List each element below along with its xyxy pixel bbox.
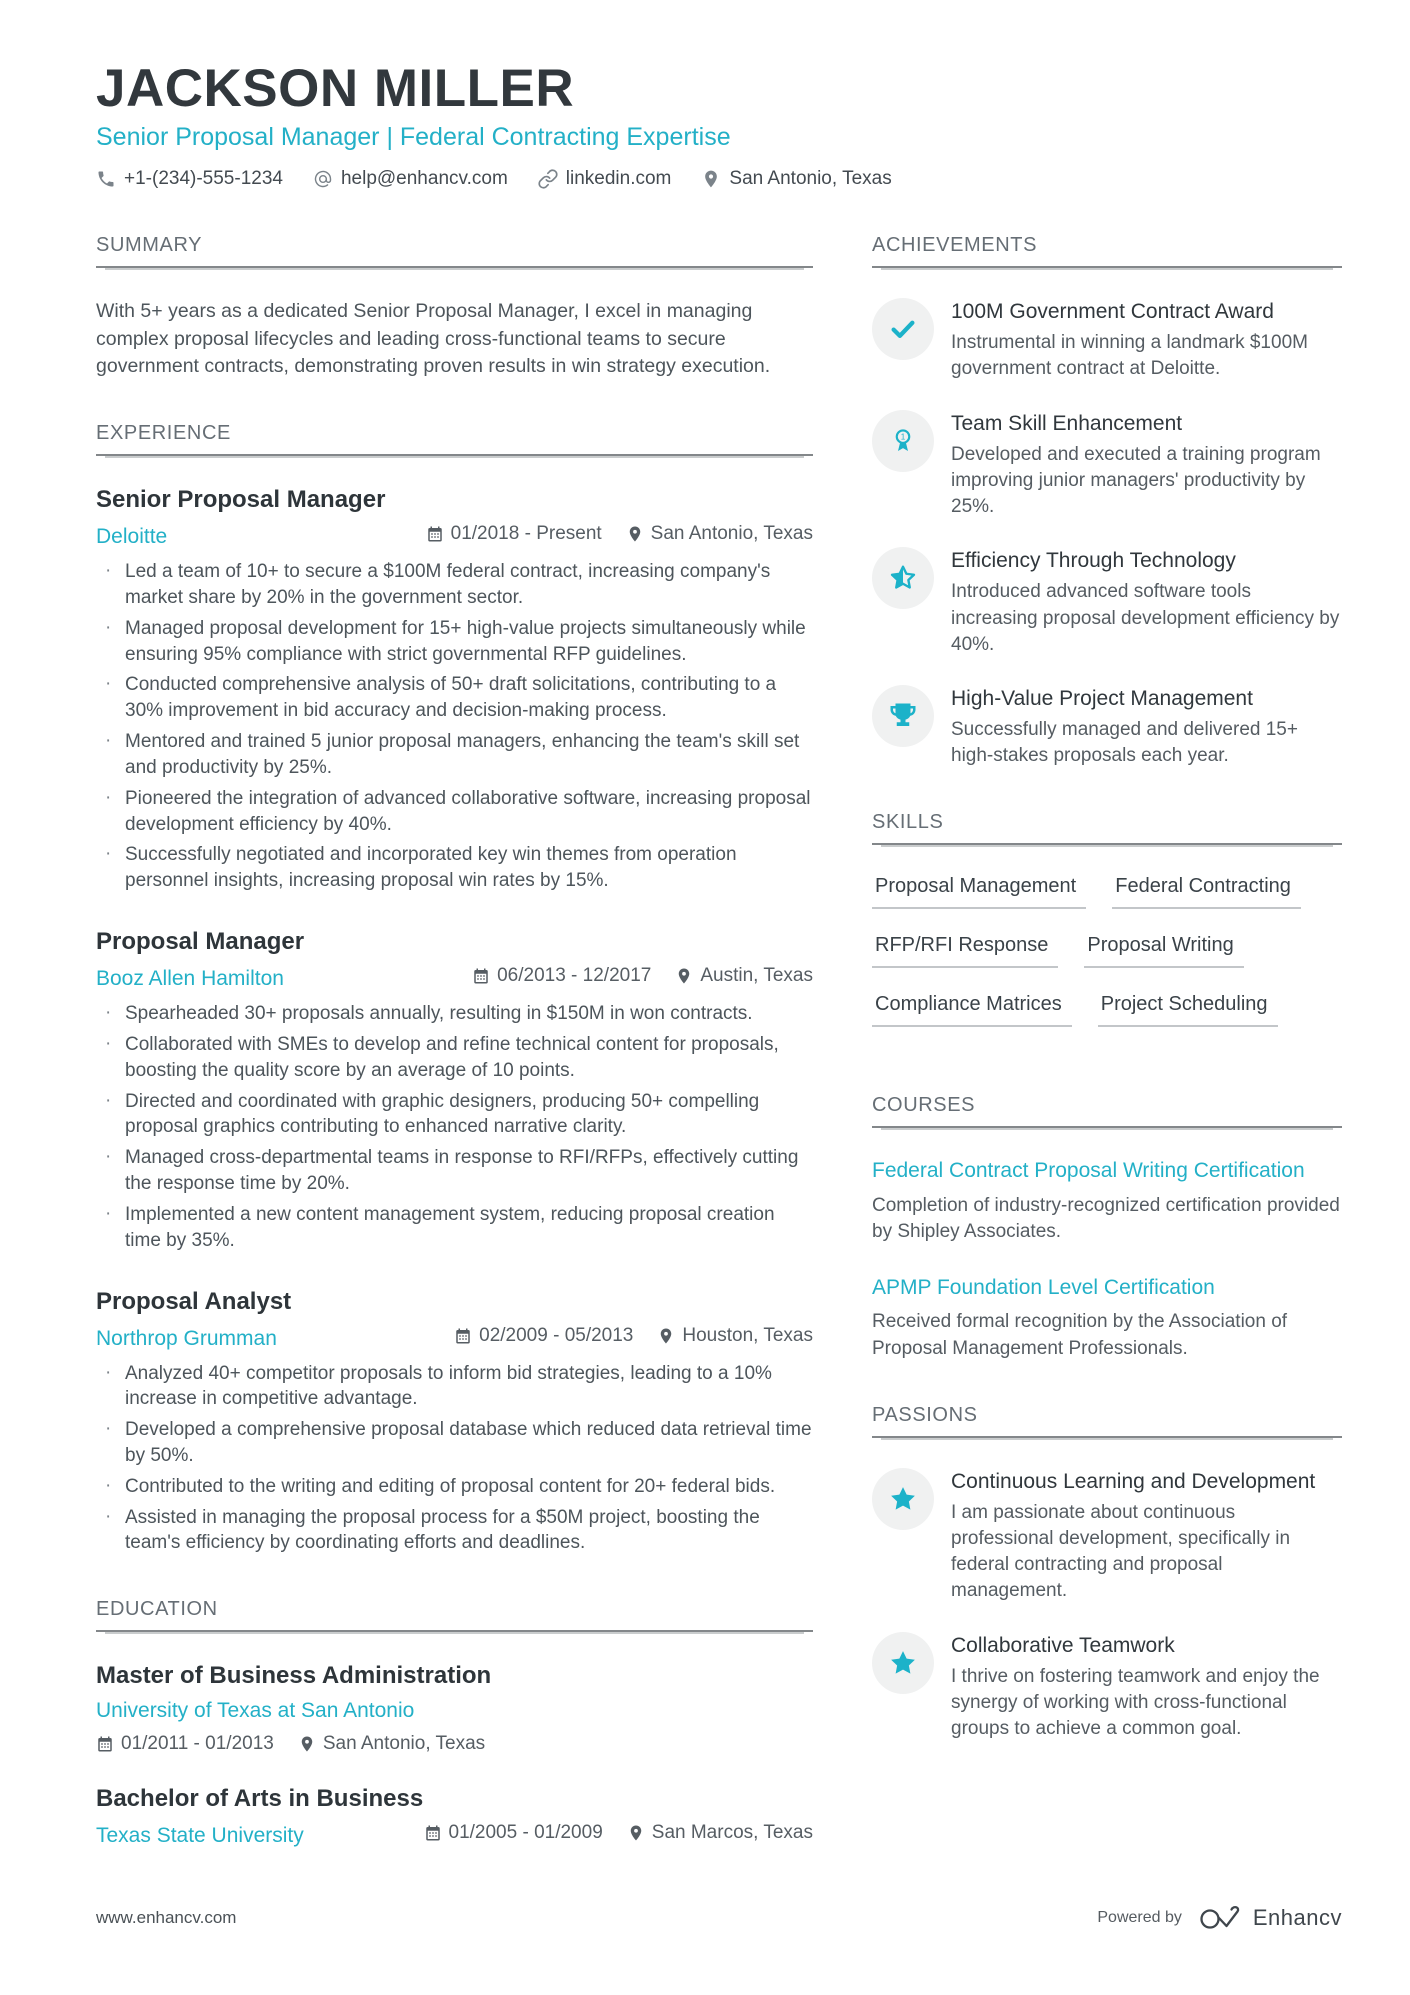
achievement-text: I am passionate about continuous professional development, specifically in federal contracting and proposal management. (951, 1501, 1291, 1602)
contact-label: San Antonio, Texas (729, 168, 892, 190)
degree-entry (96, 1662, 813, 1755)
job-bullets (96, 1001, 813, 1253)
skill-item[interactable]: Proposal Writing (1084, 934, 1243, 968)
contact-item[interactable] (96, 168, 283, 190)
course-text: Completion of industry-recognized certification provided by Shipley Associates. (872, 1194, 1340, 1242)
degree-location: San Antonio, Texas (298, 1733, 485, 1755)
job-bullet: · Implemented a new content management system, reducing proposal creation time by 35%. (96, 1202, 813, 1254)
education-heading: EDUCATION (96, 1598, 813, 1632)
job-dates: 01/2018 - Present (426, 523, 602, 545)
location-icon (675, 967, 693, 985)
job-dates: 06/2013 - 12/2017 (472, 965, 651, 987)
summary-text: With 5+ years as a dedicated Senior Proposal Manager, I excel in managing complex proposal lifecycles and leading cross-functional teams to secure government contracts, demonstrating proven results in win strategy execution. (96, 300, 771, 377)
enhancv-logo[interactable] (1198, 1903, 1342, 1933)
job-bullet: · Conducted comprehensive analysis of 50+ draft solicitations, contributing to a 30% improvement in bid accuracy and decision-making process. (96, 672, 813, 724)
passion-list (872, 1468, 1342, 1743)
achievement-item (872, 685, 1342, 769)
summary-heading: SUMMARY (96, 234, 813, 268)
job-bullet: · Assisted in managing the proposal process for a $50M project, boosting the team's efficiency by coordinating efforts and deadlines. (96, 1505, 813, 1557)
page-footer (96, 1903, 1342, 1933)
degree-entry (96, 1785, 813, 1848)
job-bullet: · Led a team of 10+ to secure a $100M federal contract, increasing company's market share by 20% in the government sector. (96, 559, 813, 611)
job-bullets (96, 1361, 813, 1557)
courses-heading: COURSES (872, 1094, 1342, 1128)
skill-item[interactable]: Proposal Management (872, 875, 1086, 909)
job-meta (454, 1325, 813, 1347)
skill-item[interactable]: Federal Contracting (1112, 875, 1301, 909)
job-entry (96, 486, 813, 894)
job-entry (96, 928, 813, 1253)
courses-section (872, 1094, 1342, 1361)
job-bullet: · Developed a comprehensive proposal database which reduced data retrieval time by 50%. (96, 1417, 813, 1469)
job-bullet: · Managed cross-departmental teams in response to RFI/RFPs, effectively cutting the response time by 20%. (96, 1145, 813, 1197)
two-column-body (96, 234, 1342, 1890)
degree-title: Bachelor of Arts in Business (96, 1785, 424, 1813)
job-title: Senior Proposal Manager (96, 486, 386, 514)
achievements-section (872, 234, 1342, 769)
achievements-heading: ACHIEVEMENTS (872, 234, 1342, 268)
achievement-title: High-Value Project Management (951, 686, 1253, 710)
achievement-text: I thrive on fostering teamwork and enjoy the synergy of working with cross-functional groups to achieve a common goal. (951, 1665, 1320, 1740)
star-icon (872, 1468, 934, 1530)
job-list (96, 486, 813, 1556)
star-outline-icon (872, 547, 934, 609)
contact-row (96, 168, 1342, 190)
footer-branding (1097, 1903, 1342, 1933)
job-location: Austin, Texas (675, 965, 813, 987)
achievement-item (872, 298, 1342, 382)
degree-list (96, 1662, 813, 1848)
job-dates: 02/2009 - 05/2013 (454, 1325, 633, 1347)
degree-meta (424, 1822, 813, 1844)
job-title: Proposal Manager (96, 928, 305, 956)
resume-header (96, 60, 1342, 190)
job-bullet: · Mentored and trained 5 junior proposal managers, enhancing the team's skill set and productivity by 25%. (96, 729, 813, 781)
passions-section (872, 1404, 1342, 1743)
degree-dates: 01/2011 - 01/2013 (96, 1733, 274, 1755)
contact-item[interactable] (701, 168, 891, 190)
experience-section (96, 422, 813, 1556)
education-section (96, 1598, 813, 1848)
achievement-text: Successfully managed and delivered 15+ high-stakes proposals each year. (951, 718, 1298, 767)
contact-item[interactable] (538, 168, 672, 190)
school-name[interactable]: Texas State University (96, 1824, 304, 1848)
calendar-icon (424, 1824, 442, 1842)
job-bullet: · Directed and coordinated with graphic designers, producing 50+ compelling proposal graphics contributing to enhanced narrative clarity. (96, 1089, 813, 1141)
achievement-item (872, 410, 1342, 521)
job-meta (426, 523, 813, 545)
school-name[interactable]: University of Texas at San Antonio (96, 1699, 415, 1723)
job-bullet: · Analyzed 40+ competitor proposals to inform bid strategies, leading to a 10% increase in competitive advantage. (96, 1361, 813, 1413)
email-icon (313, 169, 333, 189)
job-meta (472, 965, 813, 987)
calendar-icon (426, 525, 444, 543)
achievement-text: Instrumental in winning a landmark $100M government contract at Deloitte. (951, 332, 1308, 380)
location-icon (298, 1735, 316, 1753)
job-location: San Antonio, Texas (626, 523, 813, 545)
link-icon (538, 169, 558, 189)
left-column (96, 234, 813, 1890)
achievement-item (872, 547, 1342, 658)
achievement-title: Collaborative Teamwork (951, 1633, 1175, 1657)
contact-label: linkedin.com (565, 168, 672, 190)
summary-section (96, 234, 813, 380)
contact-item[interactable] (313, 168, 508, 190)
company-name[interactable]: Deloitte (96, 525, 168, 549)
skills-section (872, 811, 1342, 1052)
degree-location: San Marcos, Texas (627, 1822, 813, 1844)
skill-list (872, 875, 1342, 1052)
job-bullet: · Contributed to the writing and editing of proposal content for 20+ federal bids. (96, 1474, 813, 1500)
company-name[interactable]: Booz Allen Hamilton (96, 967, 284, 991)
achievement-list (872, 298, 1342, 769)
skills-heading: SKILLS (872, 811, 1342, 845)
course-title[interactable]: Federal Contract Proposal Writing Certification (872, 1159, 1305, 1183)
contact-label: help@enhancv.com (340, 168, 508, 190)
achievement-title: Team Skill Enhancement (951, 411, 1183, 435)
achievement-text: Developed and executed a training program improving junior managers' productivity by 25%. (951, 443, 1321, 518)
check-icon (872, 298, 934, 360)
job-entry (96, 1288, 813, 1557)
job-title: Proposal Analyst (96, 1287, 292, 1315)
skill-item[interactable]: Compliance Matrices (872, 993, 1072, 1027)
job-bullet: · Successfully negotiated and incorporated key win themes from operation personnel insights, increasing proposal win rates by 15%. (96, 842, 813, 894)
job-bullet: · Collaborated with SMEs to develop and refine technical content for proposals, boosting the quality score by an average of 10 points. (96, 1032, 813, 1084)
contact-label: +1-(234)-555-1234 (124, 168, 283, 190)
candidate-name: JACKSON MILLER (96, 59, 575, 118)
skill-item[interactable]: Project Scheduling (1098, 993, 1278, 1027)
achievement-text: Introduced advanced software tools increasing proposal development efficiency by 40%. (951, 581, 1340, 655)
enhancv-brand-name: Enhancv (1252, 1905, 1342, 1930)
right-column (872, 234, 1342, 1890)
experience-heading: EXPERIENCE (96, 422, 813, 456)
passion-item (872, 1632, 1342, 1743)
location-icon (701, 169, 721, 189)
degree-dates: 01/2005 - 01/2009 (424, 1822, 603, 1844)
degree-title: Master of Business Administration (96, 1662, 492, 1690)
calendar-icon (96, 1735, 114, 1753)
job-bullet: · Spearheaded 30+ proposals annually, resulting in $150M in won contracts. (96, 1001, 813, 1027)
enhancv-logo-icon (1198, 1903, 1244, 1933)
course-entry (872, 1158, 1342, 1245)
phone-icon (96, 169, 116, 189)
course-entry (872, 1275, 1342, 1362)
achievement-title: Efficiency Through Technology (951, 549, 1236, 573)
job-location: Houston, Texas (657, 1325, 813, 1347)
candidate-headline: Senior Proposal Manager | Federal Contracting Expertise (96, 123, 731, 152)
skill-item[interactable]: RFP/RFI Response (872, 934, 1058, 968)
trophy-icon (872, 685, 934, 747)
powered-by-label: Powered by (1097, 1909, 1182, 1926)
medal-icon (872, 410, 934, 472)
star-icon (872, 1632, 934, 1694)
degree-meta (96, 1733, 813, 1755)
location-icon (627, 1824, 645, 1842)
job-bullet: · Managed proposal development for 15+ high-value projects simultaneously while ensuring 95% compliance with strict governmental RFP guidelines. (96, 616, 813, 668)
course-text: Received formal recognition by the Association of Proposal Management Professionals. (872, 1311, 1288, 1359)
calendar-icon (472, 967, 490, 985)
company-name[interactable]: Northrop Grumman (96, 1326, 277, 1350)
achievement-title: Continuous Learning and Development (951, 1469, 1316, 1493)
passions-heading: PASSIONS (872, 1404, 1342, 1438)
course-title[interactable]: APMP Foundation Level Certification (872, 1276, 1215, 1300)
job-bullet: · Pioneered the integration of advanced collaborative software, increasing proposal development efficiency by 40%. (96, 786, 813, 838)
svg-text:1: 1 (900, 432, 906, 442)
location-icon (626, 525, 644, 543)
calendar-icon (454, 1327, 472, 1345)
job-bullets (96, 559, 813, 894)
course-list (872, 1158, 1342, 1361)
passion-item (872, 1468, 1342, 1605)
location-icon (657, 1327, 675, 1345)
achievement-title: 100M Government Contract Award (951, 300, 1274, 324)
website-link[interactable]: www.enhancv.com (96, 1908, 237, 1927)
